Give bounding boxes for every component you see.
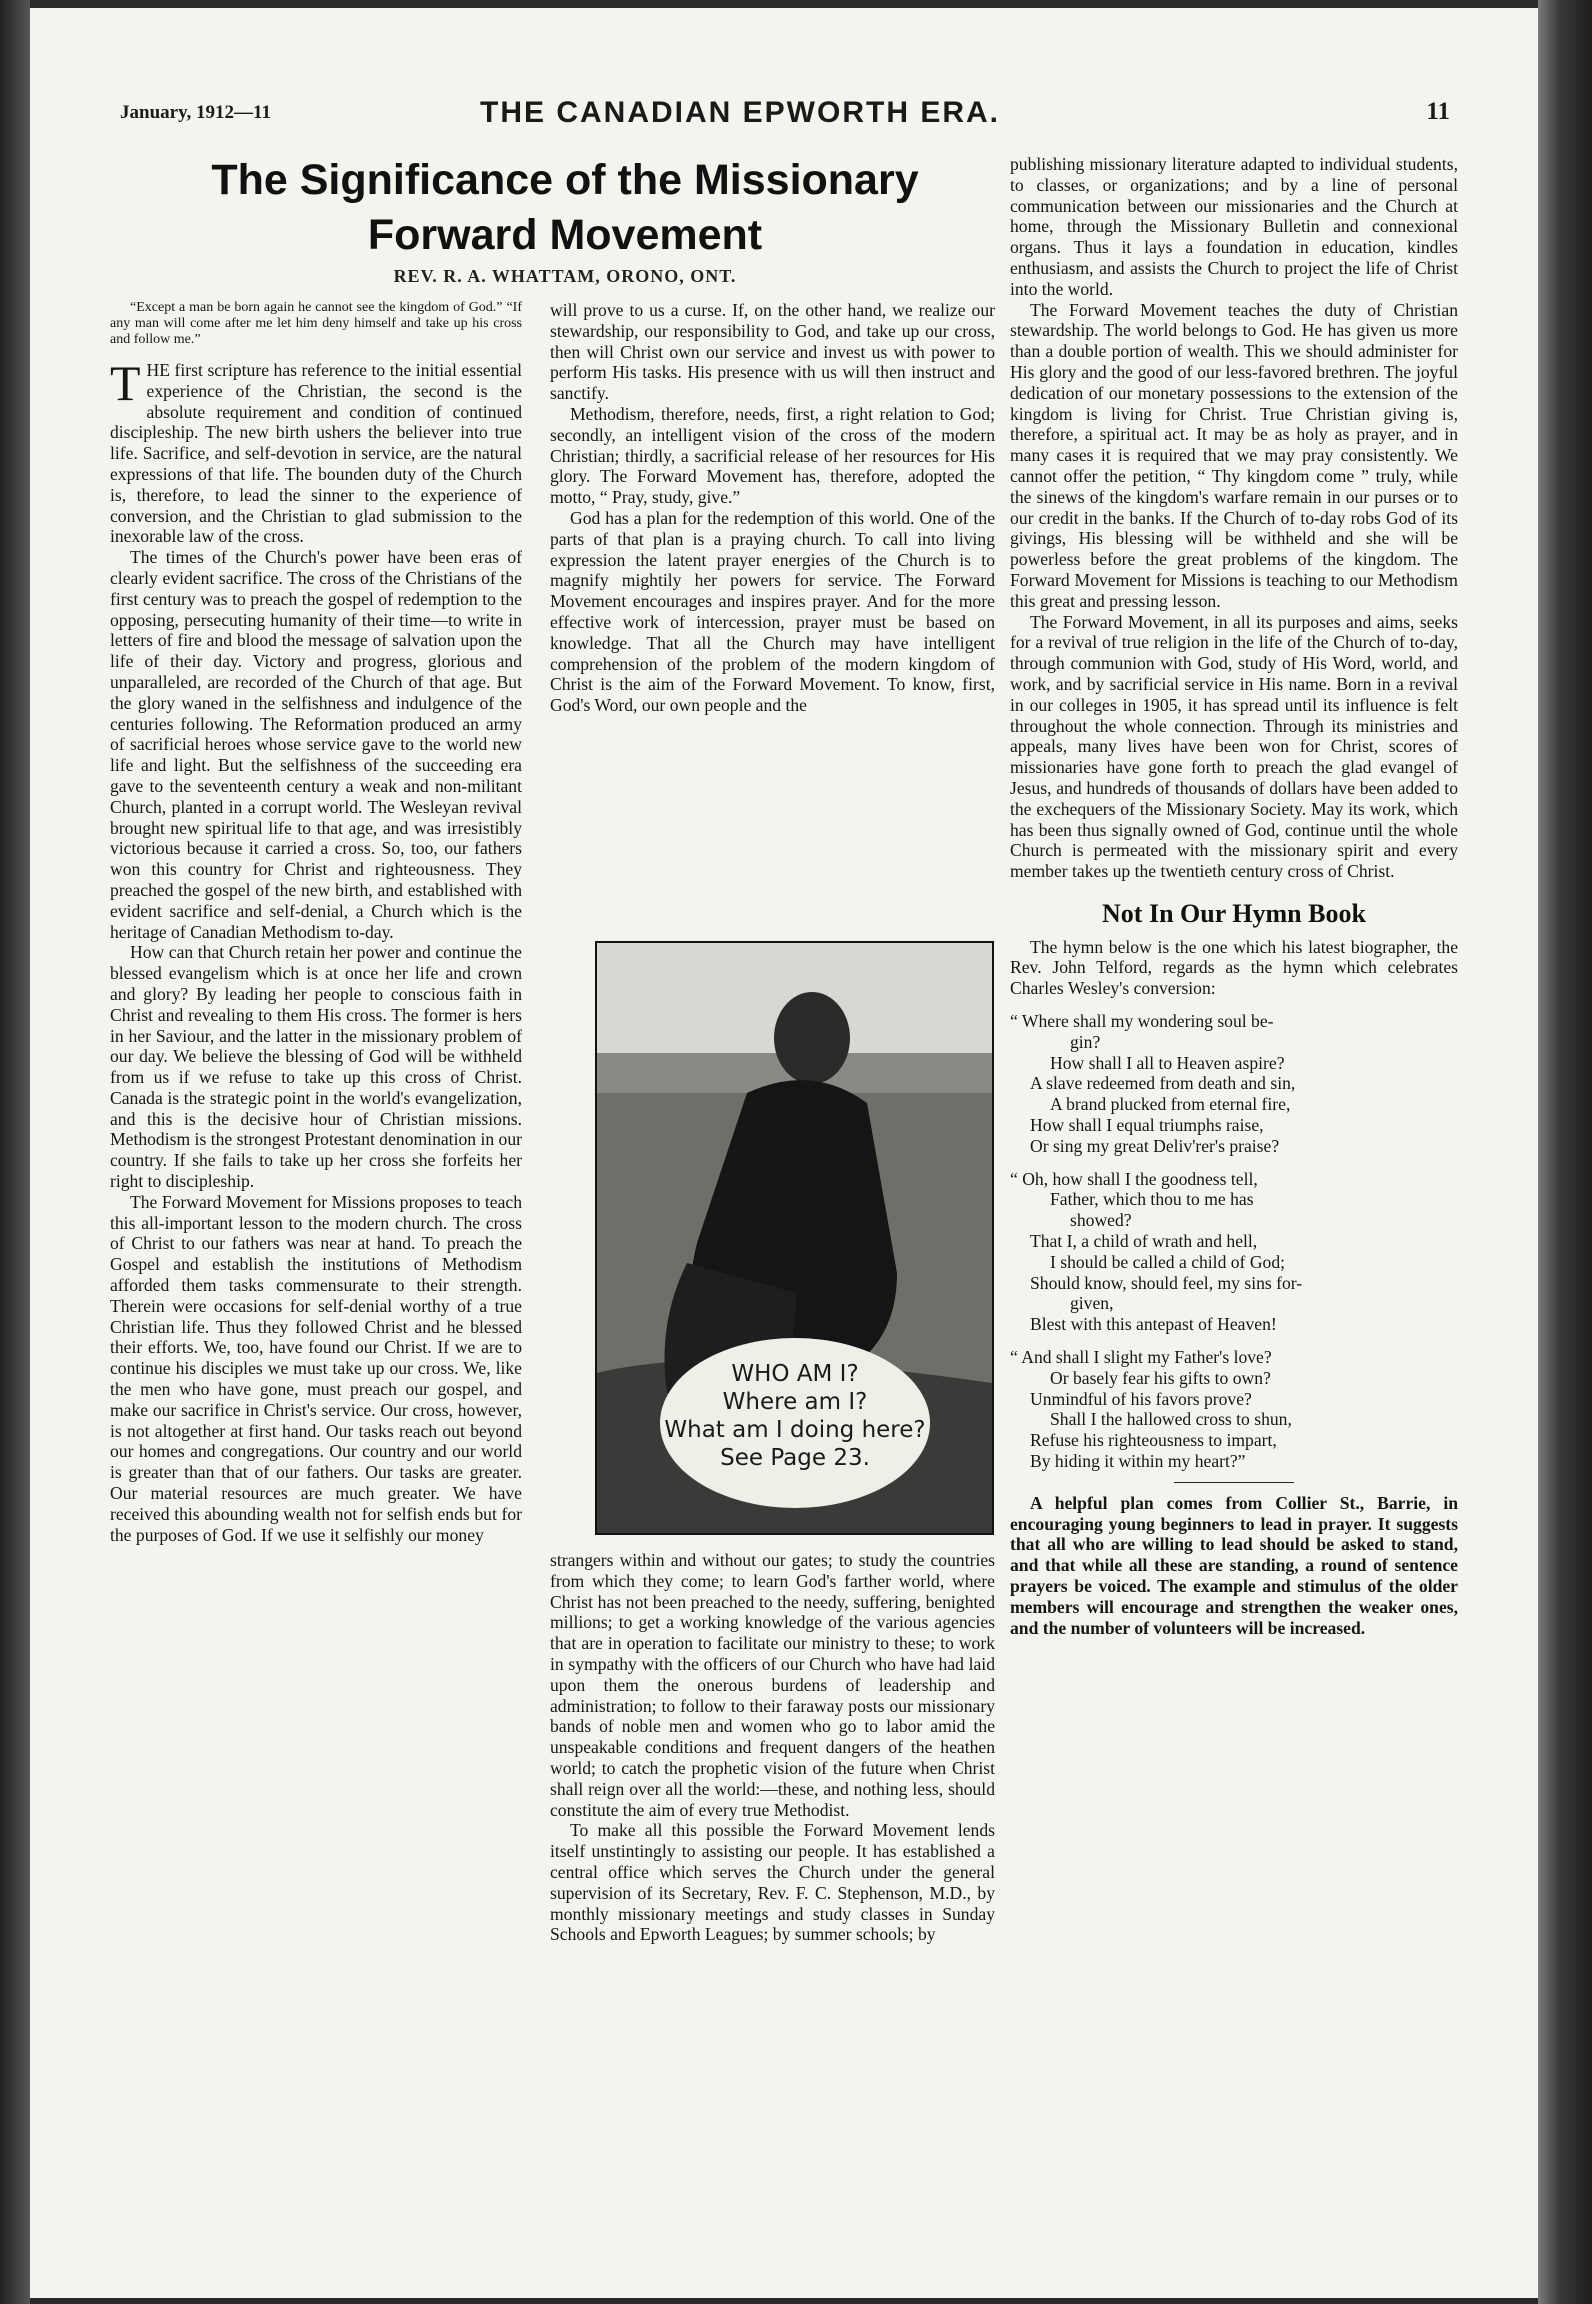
verse-line: Father, which thou to me has — [1050, 1189, 1254, 1210]
paragraph: The Forward Movement, in all its purposes and aims, seeks for a revival of true religion in the life of the Church of to-day, through communion with God, study of His Word, world, and work, and by sacrificial service in His name. Born in a revival in our colleges in 1905, it has spread until its influence is felt throughout the whole connection. Through its ministries and appeals, many lives have been won for Christ, scores of missionaries have gone forth to preach the glad evangel of Jesus, and hundreds of thousands of dollars have been added to the exchequers of the Missionary Society. May its work, which has been thus signally owned of God, continue until the whole Church is permeated with the missionary spirit and every member takes up the twentieth century cross of Christ. — [1010, 611, 1458, 882]
verse-line: Or basely fear his gifts to own? — [1050, 1367, 1271, 1388]
article-column-3 — [1010, 154, 1458, 1638]
verse-line: Unmindful of his favors prove? — [1030, 1388, 1252, 1409]
issue-date: January, 1912—11 — [120, 102, 271, 123]
sign-line: WHO AM I? — [731, 1361, 859, 1387]
paragraph: How can that Church retain her power and continue the blessed evangelism which is at once her life and crown and glory? By leading her people to conscious faith in Christ and revealing to them His cross. The former is hers in her Saviour, and the latter in the missionary problem of our day. We believe the blessing of God will be withheld from us if we refuse to take up this cross of Christ. Canada is the strategic point in the world's evangelization, and this is the decisive hour of Christian missions. Methodism is the strongest Protestant denomination in our country. If she fails to take up her cross she forfeits her right to discipleship. — [110, 942, 522, 1192]
photo-sign — [660, 1338, 930, 1508]
article-byline: REV. R. A. WHATTAM, ORONO, ONT. — [393, 266, 737, 286]
verse-line: Shall I the hallowed cross to shun, — [1050, 1409, 1292, 1430]
prayer-plan-note: A helpful plan comes from Collier St., Barrie, in encouraging young beginners to lead in prayer. It suggests that all who are willing to lead should be asked to stand, and that while all these are standing, a round of sentence prayers be voiced. The example and stimulus of the older members will encourage and strengthen the weaker ones, and the number of volunteers will be increased. — [1010, 1492, 1458, 1638]
paragraph: The times of the Church's power have been eras of clearly evident sacrifice. The cross of the Christians of the first century was to preach the gospel of redemption to the opposing, persecuting humanity of their time—to write in letters of fire and blood the message of salvation upon the life of their day. Victory and progress, glorious and unparalleled, are recorded of the Church of that age. But the glory waned in the selfishness and indulgence of the centuries following. The Reformation produced an army of sacrificial heroes whose service gave to the world new life and light. But the selfishness of the succeeding era gave to the seventeenth century a weak and non-militant Church, planted in a corrupt world. The Wesleyan revival brought new spiritual life to that age, and was irresistibly victorious because it carried a cross. So, too, our fathers won this country for Christ and righteousness. They preached the gospel of the new birth, and established with evident sacrifice and self-denial, a Church which is the heritage of Canadian Methodism to-day. — [110, 547, 522, 942]
epigraph: “Except a man be born again he cannot see the kingdom of God.” “If any man will come after me let him deny himself and take up his cross and follow me.” — [110, 300, 522, 347]
hymn-verse-1 — [1010, 1011, 1458, 1157]
sign-line: What am I doing here? — [664, 1417, 926, 1443]
right-binding-edge — [1538, 0, 1592, 2304]
verse-line: By hiding it within my heart?” — [1030, 1451, 1246, 1472]
verse-line: given, — [1070, 1293, 1114, 1314]
verse-line: A brand plucked from eternal fire, — [1050, 1094, 1291, 1115]
article-column-2-top — [550, 300, 995, 716]
paragraph: strangers within and without our gates; to study the countries from which they come; to learn God's farther world, where Christ has not been preached to the needy, suffering, benighted millions; to get a working knowledge of the various agencies that are in operation to facilitate our ministry to these; to work in sympathy with the officers of our Church who have had laid upon them the onerous burdens of leadership and administration; to follow to their faraway posts our missionary bands of noble men and women who go to labor amid the unspeakable conditions and frequent dangers of the heathen world; to catch the prophetic vision of the future when Christ shall reign over all the world:—these, and nothing less, should constitute the aim of every true Methodist. — [550, 1550, 995, 1820]
paragraph-text: HE first scripture has reference to the initial essential experience of the Christian, the second is the absolute requirement and condition of continued discipleship. The new birth ushers the believer into true life. Sacrifice, and self-devotion in service, are the natural expressions of that life. The bounden duty of the Church is, therefore, to lead the sinner to the experience of conversion, and the Christian to glad submission to the inexorable law of the cross. — [110, 360, 522, 547]
article-title-line: The Significance of the Missionary — [211, 156, 919, 204]
verse-line: “ And shall I slight my Father's love? — [1010, 1347, 1272, 1368]
magazine-page — [30, 8, 1540, 2298]
verse-line: How shall I all to Heaven aspire? — [1050, 1052, 1285, 1073]
left-binding-edge — [0, 0, 30, 2304]
article-column-2-bottom — [550, 1550, 995, 1945]
verse-line: Or sing my great Deliv'rer's praise? — [1030, 1135, 1280, 1156]
verse-line: “ Oh, how shall I the goodness tell, — [1010, 1168, 1258, 1189]
verse-line: I should be called a child of God; — [1050, 1251, 1286, 1272]
running-header — [120, 96, 1450, 129]
hymn-verse-2 — [1010, 1169, 1458, 1335]
paragraph: The Forward Movement teaches the duty of Christian stewardship. The world belongs to God. He has given us more than a double portion of wealth. This we should administer for His glory and the good of our less-favored brethren. The joyful dedication of our monetary possessions to the extension of the kingdom is living for Christ. True Christian giving is, therefore, a spiritual act. It may be as holy as prayer, and in many cases it is required that we may pray consistently. We cannot offer the petition, “ Thy kingdom come ” truly, while the sinews of the kingdom's warfare remain in our purses or to our credit in the banks. If the Church of to-day robs God of its givings, His blessing will be withheld and she will be powerless before the great problems of the kingdom. The Forward Movement for Missions is teaching to our Methodism this great and pressing lesson. — [1010, 299, 1458, 611]
verse-line: Refuse his righteousness to impart, — [1030, 1430, 1277, 1451]
verse-line: A slave redeemed from death and sin, — [1030, 1073, 1296, 1094]
verse-line: Blest with this antepast of Heaven! — [1030, 1314, 1277, 1335]
paragraph: publishing missionary literature adapted to individual students, to classes, or organizations; and by a line of personal communication between our missionaries and the Church at home, through the Missionary Bulletin and connexional organs. Thus it lays a foundation in education, kindles enthusiasm, and assists the Church to project the life of Christ into the world. — [1010, 154, 1458, 299]
sign-line: See Page 23. — [720, 1445, 870, 1471]
verse-line: “ Where shall my wondering soul be- — [1010, 1011, 1274, 1032]
paragraph: will prove to us a curse. If, on the other hand, we realize our stewardship, our responsibility to God, and take up our cross, then will Christ own our service and invest us with power to perform His tasks. His presence with us will then instruct and sanctify. — [550, 300, 995, 404]
verse-line: gin? — [1070, 1031, 1101, 1052]
article-title — [130, 153, 1000, 263]
section-divider — [1174, 1482, 1294, 1483]
paragraph: To make all this possible the Forward Movement lends itself unstintingly to assisting our people. It has established a central office which serves the Church under the general supervision of its Secretary, Rev. F. C. Stephenson, M.D., by monthly missionary meetings and study classes in Sunday Schools and Epworth Leagues; by summer schools; by — [550, 1820, 995, 1945]
verse-line: How shall I equal triumphs raise, — [1030, 1115, 1264, 1136]
photograph-man-by-water — [595, 941, 994, 1535]
hymn-intro: The hymn below is the one which his latest biographer, the Rev. John Telford, regards as the hymn which celebrates Charles Wesley's conversion: — [1010, 936, 1458, 999]
hymn-verse-3 — [1010, 1347, 1458, 1472]
verse-line: Should know, should feel, my sins for- — [1030, 1272, 1303, 1293]
paragraph: Methodism, therefore, needs, first, a right relation to God; secondly, an intelligent vision of the cross of the modern Christian; thirdly, a sacrificial release of her resources for His glory. The Forward Movement has, therefore, adopted the motto, “ Pray, study, give.” — [550, 403, 995, 508]
hymn-section-heading: Not In Our Hymn Book — [1102, 898, 1366, 928]
verse-line: That I, a child of wrath and hell, — [1030, 1231, 1258, 1252]
paragraph — [110, 355, 522, 547]
sign-line: Where am I? — [722, 1389, 868, 1415]
article-title-line: Forward Movement — [367, 211, 763, 259]
paragraph: God has a plan for the redemption of this world. One of the parts of that plan is a praying church. To call into living expression the latent prayer energies of the Church is to magnify mightily her powers for service. The Forward Movement encourages and inspires prayer. And for the more effective work of intercession, prayer must be based on knowledge. That all the Church may have intelligent comprehension of the problem of the modern kingdom of Christ is the aim of the Forward Movement. To know, first, God's Word, our own people and the — [550, 507, 995, 716]
page-number: 11 — [1426, 98, 1450, 125]
verse-line: showed? — [1070, 1210, 1132, 1231]
article-column-1 — [110, 300, 522, 1545]
drop-cap: T — [110, 355, 141, 411]
paragraph: The Forward Movement for Missions proposes to teach this all-important lesson to the modern church. The cross of Christ to our fathers was near at hand. To preach the Gospel and establish the institutions of Methodism afforded them tasks commensurate to their strength. Therein were occasions for self-denial worthy of a true Christian life. Thus they followed Christ and he blessed their efforts. We, too, have found our Christ. If we are to continue his disciples we must take up our cross. We, like the men who have gone, must preach our gospel, and make our sacrifice in Christ's service. Our cross, however, is not altogether at first hand. Our tasks reach out beyond our homes and congregations. Our country and our world is greater than that of our fathers. Our tasks are greater. Our material resources are much greater. We have received this abounding wealth not for selfish ends but for the purposes of God. If we use it selfishly our money — [110, 1191, 522, 1545]
magazine-title: THE CANADIAN EPWORTH ERA. — [480, 96, 1000, 129]
